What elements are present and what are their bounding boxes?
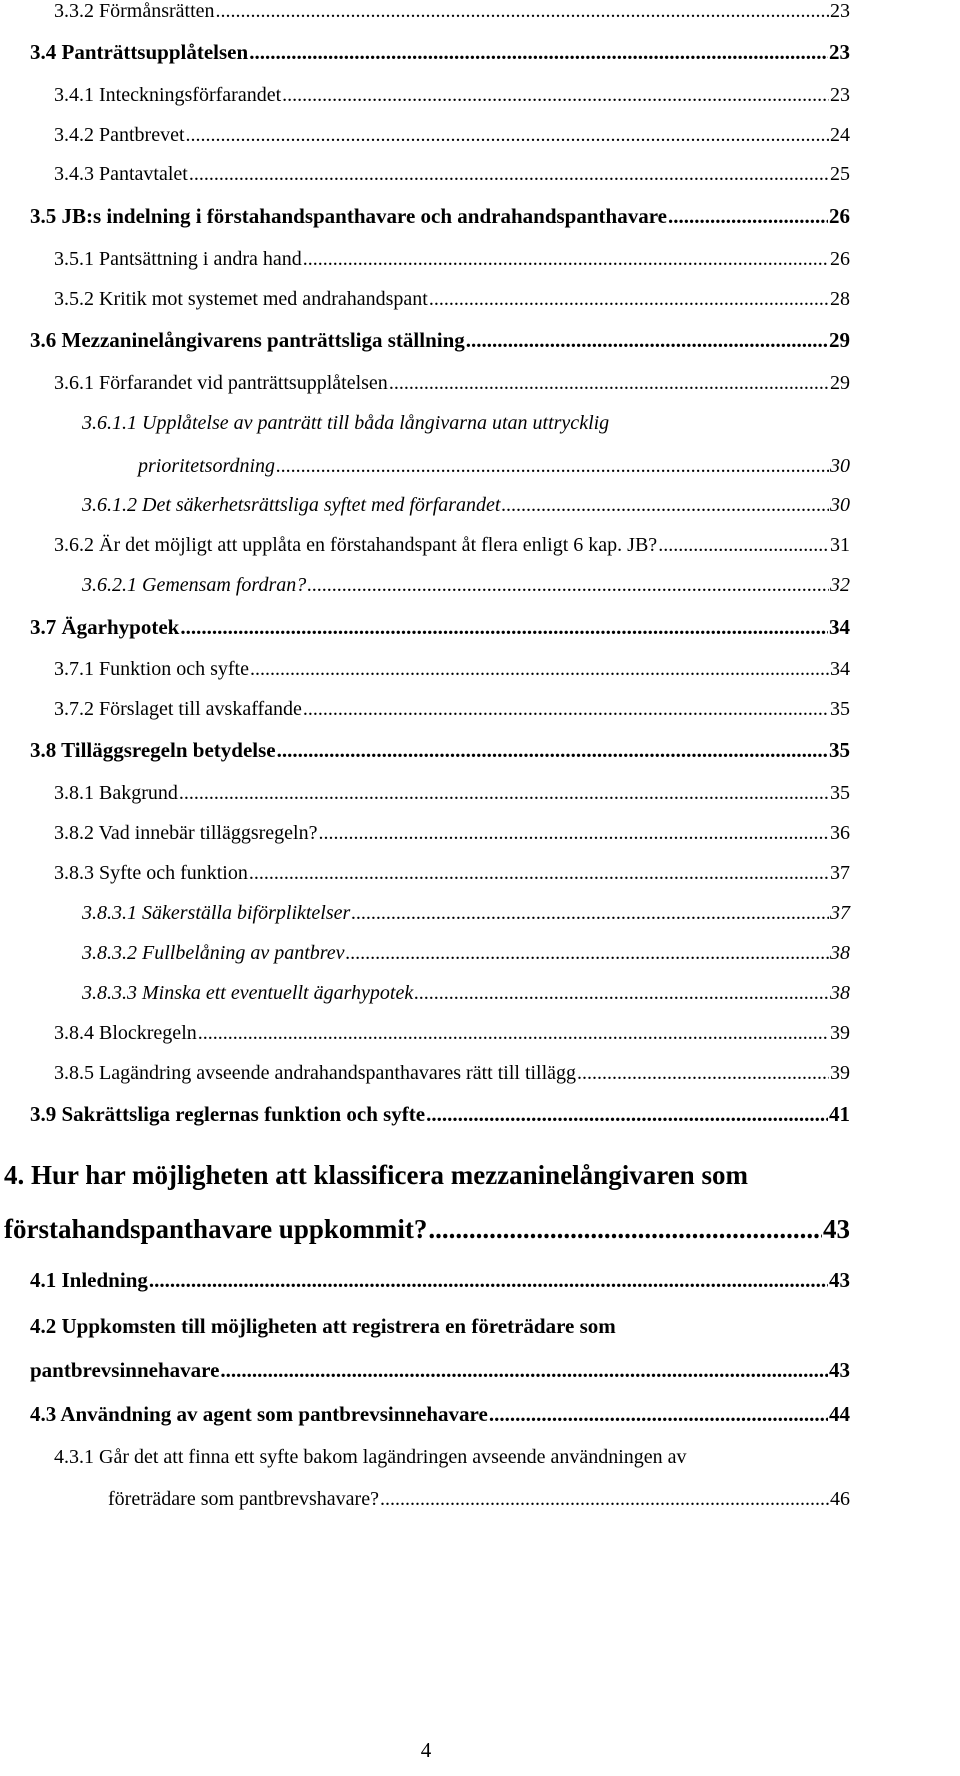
toc-entry — [82, 942, 850, 965]
toc-entry-title: 3.7.2 Förslaget till avskaffande — [54, 698, 302, 720]
toc-entry-title: 3.8.3.1 Säkerställa biförpliktelser — [82, 902, 351, 924]
toc-entry-title: 4.2 Uppkomsten till möjligheten att registrera en företrädare som — [30, 1314, 616, 1338]
toc-entry-page: 39 — [830, 1062, 850, 1084]
toc-entry — [82, 494, 850, 517]
toc-entry-title: 3.6.1.1 Upplåtelse av panträtt till båda långivarna utan uttrycklig — [82, 412, 610, 434]
toc-leader-dots — [389, 372, 829, 395]
toc-entry — [54, 822, 850, 845]
toc-leader-dots — [428, 1214, 822, 1245]
toc-entry — [54, 124, 850, 147]
toc-entry-page: 44 — [829, 1402, 850, 1426]
toc-leader-dots — [303, 248, 829, 271]
toc-entry-page: 24 — [830, 124, 850, 146]
toc-entry-page: 43 — [829, 1358, 850, 1382]
toc-entry-title-continued: företrädare som pantbrevshavare? — [108, 1488, 379, 1510]
toc-entry-title: 3.8.3 Syfte och funktion — [54, 862, 248, 884]
toc-entry-page: 26 — [829, 204, 850, 228]
toc-chapter-title-continued: förstahandspanthavare uppkommit? — [4, 1214, 428, 1244]
toc-leader-dots — [198, 1022, 829, 1045]
toc-entry-title: 3.6.2.1 Gemensam fordran? — [82, 574, 307, 596]
toc-entry — [30, 40, 850, 65]
toc-leader-dots — [668, 204, 828, 229]
toc-entry-page: 37 — [830, 862, 850, 884]
toc-entry — [54, 248, 850, 271]
toc-entry — [54, 288, 850, 311]
toc-entry — [54, 658, 850, 681]
toc-entry-title: 3.5 JB:s indelning i förstahandspanthavare och andrahandspanthavare — [30, 204, 667, 228]
toc-entry — [30, 204, 850, 229]
toc-entry-page: 23 — [830, 0, 850, 22]
toc-entry — [30, 328, 850, 353]
toc-entry-title: 4.3 Användning av agent som pantbrevsinnehavare — [30, 1402, 488, 1426]
toc-entry-title: 3.8.1 Bakgrund — [54, 782, 178, 804]
toc-leader-dots — [249, 40, 828, 65]
toc-entry-page: 23 — [829, 40, 850, 64]
toc-entry — [54, 782, 850, 805]
toc-entry-page: 31 — [830, 534, 850, 556]
toc-entry-page: 41 — [829, 1102, 850, 1126]
toc-entry-page: 38 — [830, 942, 850, 964]
toc-leader-dots — [414, 982, 829, 1005]
toc-entry-title: 3.4 Panträttsupplåtelsen — [30, 40, 249, 64]
toc-leader-dots — [282, 84, 829, 107]
toc-leader-dots — [186, 124, 829, 147]
toc-entry-title: 3.3.2 Förmånsrätten — [54, 0, 215, 22]
toc-leader-dots — [303, 698, 829, 721]
toc-entry-page: 35 — [830, 698, 850, 720]
toc-entry — [82, 574, 850, 597]
toc-entry-title: 3.8.2 Vad innebär tilläggsregeln? — [54, 822, 318, 844]
toc-leader-dots — [250, 658, 829, 681]
toc-entry-page: 36 — [830, 822, 850, 844]
toc-entry — [30, 1268, 850, 1293]
toc-entry-page: 26 — [830, 248, 850, 270]
toc-entry — [54, 1062, 850, 1085]
toc-entry-title: 3.7 Ägarhypotek — [30, 615, 180, 639]
toc-entry — [30, 738, 850, 763]
toc-entry — [30, 1358, 850, 1383]
toc-entry-page: 32 — [830, 574, 850, 596]
toc-entry — [54, 534, 850, 557]
page-number: 4 — [420, 1738, 432, 1762]
toc-entry — [54, 698, 850, 721]
toc-entry — [138, 455, 850, 478]
toc-leader-dots — [149, 1268, 828, 1293]
toc-entry-title-continued: pantbrevsinnehavare — [30, 1358, 220, 1382]
toc-entry — [30, 615, 850, 640]
toc-entry-page: 29 — [829, 328, 850, 352]
toc-entry-page: 39 — [830, 1022, 850, 1044]
toc-leader-dots — [426, 1102, 828, 1127]
toc-entry-title: 3.8.3.3 Minska ett eventuellt ägarhypotek — [82, 982, 414, 1004]
toc-entry — [54, 1022, 850, 1045]
toc-entry-page: 25 — [830, 163, 850, 185]
toc-entry — [4, 1214, 850, 1245]
toc-entry-page: 23 — [830, 84, 850, 106]
toc-leader-dots — [658, 534, 829, 557]
toc-leader-dots — [577, 1062, 829, 1085]
toc-entry-page: 28 — [830, 288, 850, 310]
toc-leader-dots — [351, 902, 829, 925]
toc-entry — [54, 163, 850, 186]
toc-entry-page: 37 — [830, 902, 850, 924]
toc-entry-title: 3.6 Mezzaninelångivarens panträttsliga ställning — [30, 328, 465, 352]
toc-entry-title: 3.8.3.2 Fullbelåning av pantbrev — [82, 942, 345, 964]
toc-entry-page: 43 — [823, 1214, 850, 1244]
toc-entry-page: 30 — [830, 494, 850, 516]
toc-entry — [82, 902, 850, 925]
toc-entry — [30, 1402, 850, 1427]
toc-leader-dots — [466, 328, 828, 353]
toc-entry-title: 3.8.4 Blockregeln — [54, 1022, 197, 1044]
toc-entry-page: 35 — [830, 782, 850, 804]
toc-leader-dots — [189, 163, 829, 186]
toc-entry-title: 3.4.1 Inteckningsförfarandet — [54, 84, 282, 106]
toc-entry-page: 30 — [830, 455, 850, 477]
toc-entry-title: 3.6.2 Är det möjligt att upplåta en förstahandspant åt flera enligt 6 kap. JB? — [54, 534, 658, 556]
toc-entry-title: 3.7.1 Funktion och syfte — [54, 658, 249, 680]
toc-entry-title: 3.5.2 Kritik mot systemet med andrahandspant — [54, 288, 428, 310]
toc-entry-page: 38 — [830, 982, 850, 1004]
toc-entry-page: 35 — [829, 738, 850, 762]
toc-entry — [54, 0, 850, 23]
toc-leader-dots — [180, 615, 828, 640]
toc-leader-dots — [277, 738, 828, 763]
toc-entry-page: 34 — [829, 615, 850, 639]
toc-entry-page: 34 — [830, 658, 850, 680]
toc-entry-title: 3.8.5 Lagändring avseende andrahandspanthavares rätt till tillägg — [54, 1062, 577, 1084]
toc-entry-title: 3.6.1.2 Det säkerhetsrättsliga syftet med förfarandet — [82, 494, 501, 516]
toc-entry-title: 3.4.3 Pantavtalet — [54, 163, 188, 185]
toc-entry — [54, 84, 850, 107]
toc-entry — [108, 1488, 850, 1511]
toc-leader-dots — [318, 822, 829, 845]
toc-entry-title: 3.8 Tilläggsregeln betydelse — [30, 738, 276, 762]
toc-chapter-title: 4. Hur har möjligheten att klassificera mezzaninelångivaren som — [4, 1160, 748, 1190]
toc-entry-title: 3.5.1 Pantsättning i andra hand — [54, 248, 302, 270]
toc-entry-page: 29 — [830, 372, 850, 394]
toc-leader-dots — [307, 574, 829, 597]
toc-leader-dots — [276, 455, 829, 478]
toc-leader-dots — [220, 1358, 828, 1383]
toc-leader-dots — [489, 1402, 828, 1427]
toc-entry — [82, 982, 850, 1005]
toc-entry — [54, 862, 850, 885]
toc-entry-title: 4.3.1 Går det att finna ett syfte bakom lagändringen avseende användningen av — [54, 1446, 687, 1468]
toc-leader-dots — [429, 288, 829, 311]
toc-entry-title: 3.6.1 Förfarandet vid panträttsupplåtelsen — [54, 372, 388, 394]
toc-entry-title: 3.9 Sakrättsliga reglernas funktion och syfte — [30, 1102, 426, 1126]
toc-leader-dots — [179, 782, 829, 805]
toc-leader-dots — [502, 494, 830, 517]
toc-leader-dots — [346, 942, 829, 965]
toc-entry-title: 3.4.2 Pantbrevet — [54, 124, 185, 146]
toc-entry — [54, 372, 850, 395]
toc-leader-dots — [249, 862, 829, 885]
toc-leader-dots — [380, 1488, 829, 1511]
toc-entry-title: 4.1 Inledning — [30, 1268, 148, 1292]
toc-leader-dots — [216, 0, 829, 23]
toc-entry-page: 43 — [829, 1268, 850, 1292]
toc-entry-title-continued: prioritetsordning — [138, 455, 276, 477]
toc-entry — [30, 1102, 850, 1127]
toc-entry-page: 46 — [830, 1488, 850, 1510]
